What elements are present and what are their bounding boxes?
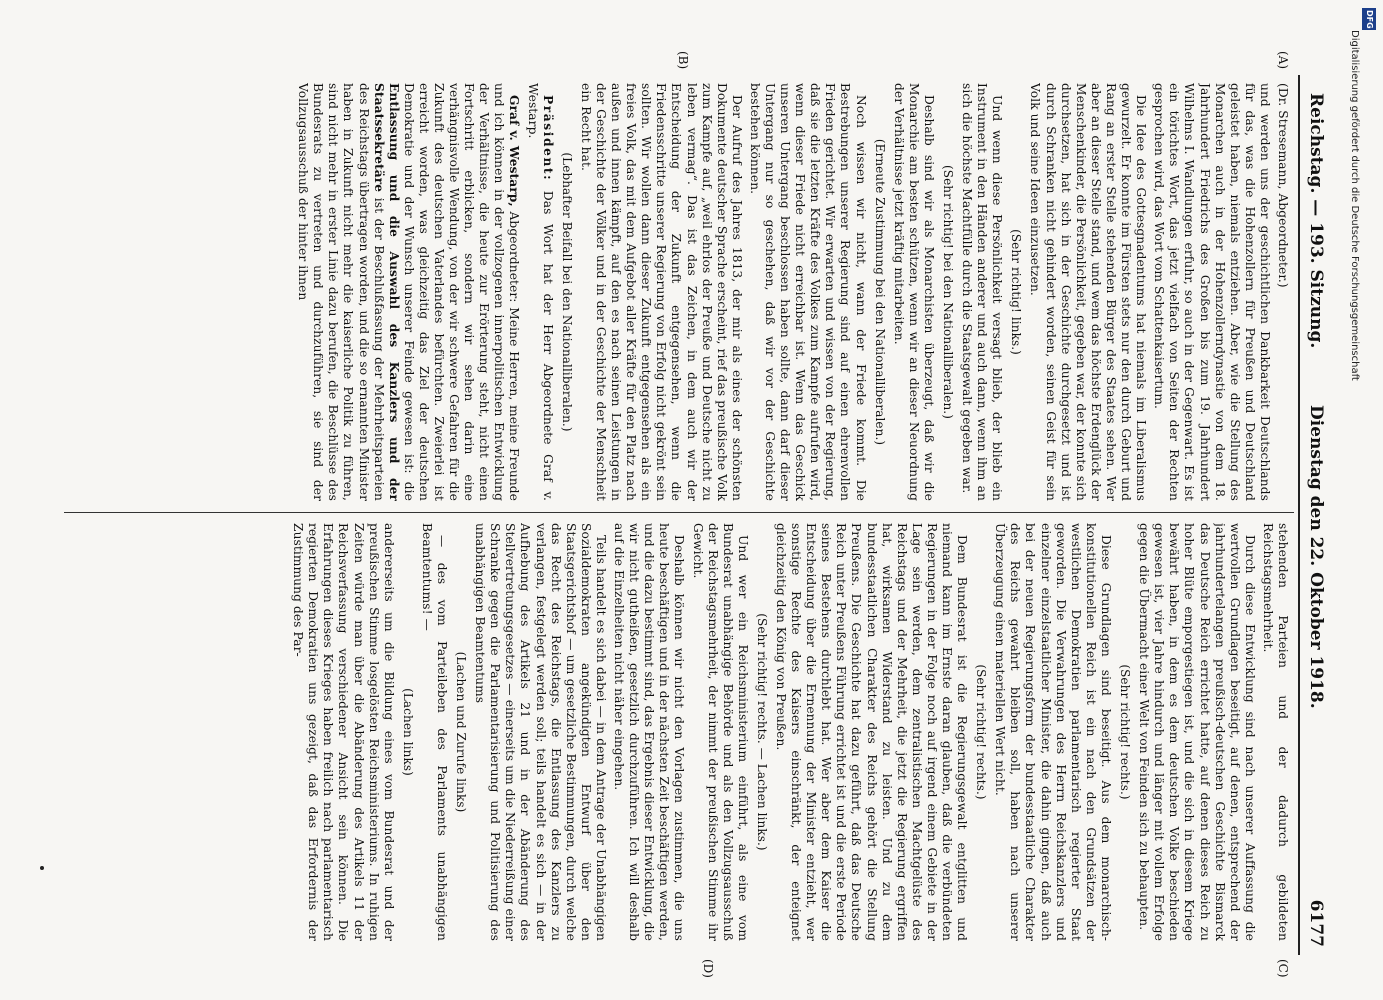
president-paragraph	[525, 83, 555, 501]
paragraph: Noch wissen wir nicht, wann der Friede kommt. Die Bestrebungen unserer Regierung sind auf einen ehrenvollen Frieden gerichtet. Wir erwarten und wissen von der Regierung, daß sie die letzten Kräfte des Volkes zum Kampfe aufrufen wird, wenn dieser Friede nicht erreichbar ist. Wenn das Geschick unseren Untergang beschlossen haben sollte, dann darf dieser Untergang nur so geschehen, daß wir vor der Geschichte bestehen können.	[747, 83, 868, 501]
header-left: Reichstag. — 193. Sitzung.	[1306, 93, 1326, 349]
newspaper-page	[60, 51, 1330, 978]
stage-direction: (Sehr richtig! rechts. — Lachen links.)	[754, 613, 769, 851]
paragraph-text: Meine Herren, meine Freunde und ich können in der vollzogenen innerpolitischen Entwicklung der Verhältnisse, die heute zur Erörterung steht, nicht einen Fortschritt erblicken, sondern wir sehen darin eine verhängnisvolle Wendung, von der wir schwere Gefahren für die Zukunft des deutschen Vaterlandes befürchten. Zweierlei ist erreicht worden, was gleichzeitig das Ziel der deutschen Demokratie und der Wunsch unserer Feinde gewesen ist: die	[401, 83, 522, 501]
president-text: Das Wort hat der Herr Abgeordnete Graf v. Westarp.	[525, 83, 555, 501]
paragraph: und werden uns der geschichtlichen Dankbarkeit Deutschlands für das, was die Hohenzollern für Preußen und Deutschland geleistet haben, niemals entziehen. Aber, wie die Stellung des Monarchen auch in der Hohenzollerndynastie von dem 18. Jahrhundert Friedrichs des Großen bis zum 19. Jahrhundert Wilhelms I. Wandlungen erfuhr, so auch in der Gegenwart. Es ist ein törichtes Wort, das jetzt vielfach von Seiten der Rechten gesprochen wird, das Wort vom Schattenkaisertum.	[1152, 83, 1272, 501]
paragraph: — des vom Parteileben des Parlaments unabhängigen Beamtentums! —	[419, 523, 450, 941]
column-divider	[64, 512, 1294, 513]
paragraph: Die Idee des Gottesgnadentums hat niemals im Liberalismus gewurzelt. Er konnte im Fürsten stets nur den durch Geburt und Rang an erster Stelle stehenden Bürger des Staates sehen. Wer aber an dieser Stelle stand, und wem das höchste Erdenglück der Menschenkinder, die Persönlichkeit, gegeben war, der konnte sich durchsetzen, hat sich in der Geschichte durchgesetzt und ist durch Schranken nicht gehindert worden, seinen Geist für sein Volk und seine Ideen einzusetzen.	[1028, 83, 1149, 501]
stage-direction: (Lebhafter Beifall bei den Nationalliberalen.)	[559, 152, 574, 432]
stage-direction: (Sehr richtig! rechts.)	[974, 664, 989, 800]
stage-direction: (Sehr richtig! links.)	[1009, 229, 1024, 355]
paragraph-text-cont: ist der Beschlußfassung der Mehrheitsparteien des Reichstags übertragen worden, und die so ernannten Minister haben in Zukunft nicht mehr die kaiserliche Politik zu führen, sind nicht mehr in erster Linie dazu berufen, die Beschlüsse des Bundesrats zu vertreten und durchzuführen, sie sind der Vollzugsausschuß der hinter ihnen	[296, 83, 386, 501]
president-label: Präsident:	[540, 95, 555, 182]
stage-direction: (Sehr richtig! rechts.)	[1118, 664, 1133, 800]
paragraph: Deshalb können wir nicht den Vorlagen zustimmen, die uns heute beschäftigen und in der nächsten Zeit beschäftigen werden, und die dazu bestimmt sind, das Ergebnis dieser Entwicklung, die wir nicht gutheißen, gesetzlich durchzuführen. Ich will deshalb auf die Einzelheiten nicht näher eingehen.	[612, 523, 687, 941]
margin-mark-a: (A)	[1276, 51, 1290, 70]
stage-direction: (Lachen links)	[400, 688, 415, 776]
paragraph: Deshalb sind wir als Monarchisten überzeugt, daß wir die Monarchie am besten schützen, wenn wir an dieser Neuordnung der Verhältnisse jetzt kräftig mitarbeiten.	[891, 83, 936, 501]
column-right	[70, 523, 1290, 941]
paragraph: stehenden Parteien und der dadurch gebildeten Reichstagsmehrheit.	[1260, 523, 1290, 941]
dfg-badge: DFG	[1362, 8, 1376, 30]
paragraph: Der Aufruf des Jahres 1813, der mir als eines der schönsten Dokumente deutscher Sprache erscheint, rief das preußische Volk zum Kampfe auf, „weil ehrlos der Preuße und Deutsche nicht zu leben vermag“. Das ist das Zeichen, in dem auch wir der Entscheidung der Zukunft entgegensehen, wenn die Friedensschritte unserer Regierung von Erfolg nicht gekrönt sein sollten. Wir wollen dann dieser Zukunft entgegensehen als ein freies Volk, das mit dem Aufgebot aller Kräfte für den Platz nach außen und innen kämpft, auf den es nach seinen Leistungen in der Geschichte der Völker und in der Geschichte der Menschheit ein Recht hat.	[578, 83, 744, 501]
print-dot	[40, 866, 44, 870]
speaker-name: Graf v. Westarp,	[507, 95, 522, 207]
westarp-paragraph	[295, 83, 521, 501]
paragraph: Teils handelt es sich dabei — in dem Antrage der Unabhängigen Sozialdemokraten angekündigten Entwurf über den Staatsgerichtshof — um gesetzliche Bestimmungen, durch welche das Recht des Reichstags, die Entlassung des Kanzlers zu verlangen, festgelegt werden soll; teils handelt es sich — in der Aufhebung des Artikels 21 und in der Abänderung des Stellvertretungsgesetzes — einerseits um die Niederreißung einer Schranke gegen die Parlamentarisierung und Politisierung des unabhängigen Beamtentums	[473, 523, 608, 941]
margin-mark-c: (C)	[1276, 959, 1290, 978]
bold-phrase: Entlassung und die Auswahl des Kanzlers und der Staatssekretäre	[371, 83, 401, 501]
stage-direction: (Sehr richtig! bei den Nationalliberalen.)	[941, 164, 956, 420]
margin-mark-b: (B)	[676, 51, 690, 70]
paragraph: Durch diese Entwicklung sind nach unserer Auffassung die wertvollen Grundlagen beseitigt, auf denen, entsprechend der jahrhundertelangen preußisch-deutschen Geschichte Bismarck das Deutsche Reich errichtet hatte, auf denen dieses Reich zu hoher Blüte emporgestiegen ist, und die sich in diesem Kriege bewährt haben, in dem es dem deutschen Volke beschieden gewesen ist, vier Jahre hindurch und länger mit vollem Erfolge gegen die Übermacht einer Welt von Feinden sich zu behaupten.	[1137, 523, 1257, 941]
stage-direction: (Erneute Zustimmung bei den Nationalliberalen.)	[872, 138, 887, 446]
header-date: Dienstag den 22. Oktober 1918.	[1306, 405, 1326, 709]
paragraph: Dem Bundesrat ist die Regierungsgewalt entglitten und niemand kann im Ernste daran glauben, daß die verbündeten Regierungen in der Folge noch auf irgend einem Gebiete in der Lage sein werden, dem zentralistischen Machtgelüste des Reichstags und der Mehrheit, die jetzt die Regierung ergriffen hat, wirksamen Widerstand zu leisten. Und zu dem bundesstaatlichen Charakter des Reichs gehört die Stellung Preußens. Die Geschichte hat dazu geführt, daß das Deutsche Reich unter Preußens Führung errichtet ist und die erste Periode seines Bestehens durchlebt hat. Wer aber dem Kaiser die Entscheidung über die Ernennung der Minister entzieht, wer sonstige Rechte des Kaisers einschränkt, der enteignet gleichzeitig den König von Preußen.	[774, 523, 970, 941]
speaker-tag: (Dr. Stresemann, Abgeordneter.)	[1276, 83, 1290, 288]
digitization-note: Digitalisierung gefördert durch die Deutsche Forschungsgemeinschaft	[1349, 30, 1360, 381]
stage-direction: (Lachen und Zurufe links)	[454, 651, 469, 813]
paragraph: Und wer ein Reichsministerium einführt, als eine vom Bundesrat unabhängige Behörde und als den Vollzugsausschuß der Reichstagsmehrheit, der nimmt der preußischen Stimme ihr Gewicht.	[690, 523, 750, 941]
page-number: 6177	[1306, 899, 1326, 947]
speaker-role: Abgeordneter:	[507, 211, 522, 303]
paragraph: Und wenn diese Persönlichkeit versagt blieb, der blieb ein Instrument in den Händen anderer und auch dann, wenn ihm an sich die höchste Machtfülle durch die Staatsgewalt gegeben war.	[960, 83, 1005, 501]
margin-mark-d: (D)	[701, 959, 715, 978]
paragraph: Diese Grundlagen sind beseitigt. Aus dem monarchisch-konstitutionellen Reich ist ein nach den Grundsätzen der westlichen Demokratien parlamentarisch regierter Staat geworden. Die Verwahrungen des Herrn Reichskanzlers und einzelner einzelstaatlicher Minister, die dahin gingen, daß auch bei der neuen Regierungsform der bundesstaatliche Charakter des Reichs gewahrt bleiben soll, haben nach unserer Überzeugung einen materiellen Wert nicht.	[993, 523, 1113, 941]
page-header	[1298, 75, 1330, 955]
paragraph: andererseits um die Bildung eines vom Bundesrat und der preußischen Stimme losgelösten Reichsministeriums. In ruhigen Zeiten würde man über die Abänderung des Artikels 11 der Reichsverfassung verschiedener Ansicht sein können. Die Erfahrungen dieses Krieges haben freilich nach parlamentarisch regierten Demokratien uns gezeigt, daß das Erfordernis der Zustimmung des Par-	[291, 523, 396, 941]
column-left	[70, 83, 1290, 501]
